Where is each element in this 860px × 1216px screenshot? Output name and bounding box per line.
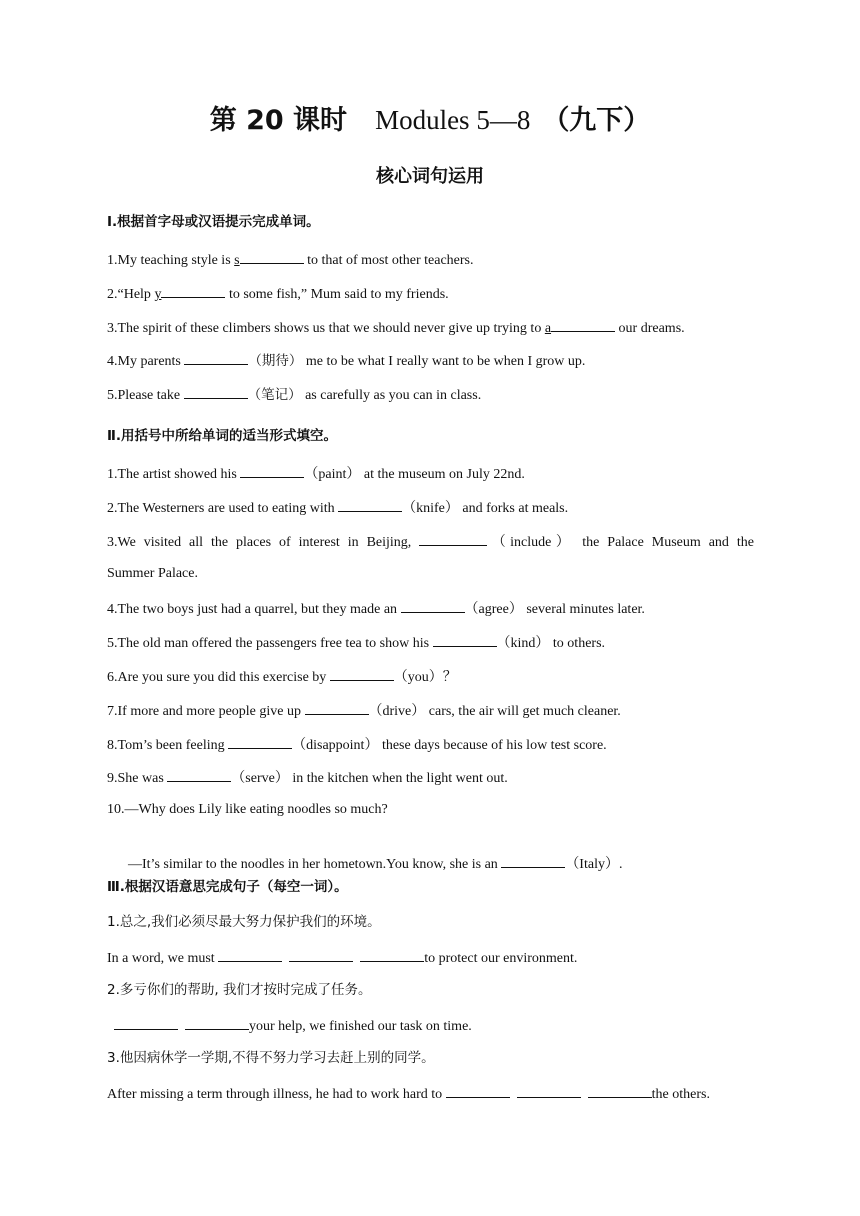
item-text: several minutes later. (522, 602, 645, 617)
section-2-item-3-cont: Summer Palace. (107, 566, 198, 581)
section-2-item-6 (107, 666, 457, 687)
item-text: In a word, we must (107, 951, 219, 966)
word-hint: （include） (487, 535, 575, 550)
answer-blank[interactable] (551, 317, 615, 332)
word-hint: （paint） (304, 467, 361, 482)
section-2-item-3 (107, 531, 754, 552)
section-3-item-1-chinese: 1.总之,我们必须尽最大努力保护我们的环境。 (107, 914, 381, 930)
title-modules: Modules 5—8 (375, 105, 531, 135)
answer-blank[interactable] (185, 1015, 249, 1030)
section-3-item-2-chinese: 2.多亏你们的帮助, 我们才按时完成了任务。 (107, 982, 372, 998)
item-text: 5.Please take (107, 388, 184, 403)
section-2-item-10: 10.—Why does Lily like eating noodles so much? (107, 802, 388, 817)
item-text: 4.My parents (107, 354, 185, 369)
page-subtitle: 核心词句运用 (376, 166, 484, 187)
answer-blank[interactable] (184, 384, 248, 399)
item-text: 8.Tom’s been feeling (107, 738, 229, 753)
item-text: your help, we finished our task on time. (249, 1019, 472, 1034)
item-text: to others. (549, 636, 606, 651)
item-text: 3.The spirit of these climbers shows us that we should never give up trying to (107, 321, 545, 336)
section-2-heading: Ⅱ.用括号中所给单词的适当形式填空。 (107, 428, 338, 444)
initial-letter: s (234, 253, 240, 268)
initial-letter: a (544, 321, 552, 336)
answer-blank[interactable] (161, 283, 225, 298)
answer-blank[interactable] (228, 734, 292, 749)
answer-blank[interactable] (305, 700, 369, 715)
item-text: these days because of his low test score. (378, 738, 607, 753)
section-1-item-2 (107, 283, 449, 304)
page-title (0, 98, 860, 137)
title-grade: （九下） (542, 105, 651, 136)
answer-blank[interactable] (419, 531, 487, 546)
section-3-heading: Ⅲ.根据汉语意思完成句子（每空一词）。 (107, 879, 348, 895)
item-text: . (618, 857, 623, 872)
word-hint: （Italy） (565, 857, 619, 872)
item-text: me to be what I really want to be when I grow up. (302, 354, 586, 369)
section-1-item-1 (107, 249, 474, 270)
item-text: our dreams. (615, 321, 685, 336)
answer-blank[interactable] (401, 598, 465, 613)
answer-blank[interactable] (338, 497, 402, 512)
section-3-item-3 (107, 1083, 710, 1104)
item-text: the Palace Museum and the (574, 535, 754, 550)
item-text: —It’s similar to the noodles in her hometown.You know, she is an (121, 857, 502, 872)
item-text: 5.The old man offered the passengers free tea to show his (107, 636, 433, 651)
section-1-item-4 (107, 350, 585, 371)
word-hint: （you） (393, 670, 443, 685)
word-hint: （agree） (464, 602, 523, 617)
section-1-item-3 (107, 317, 685, 338)
item-text: to some fish,” Mum said to my friends. (225, 287, 449, 302)
answer-blank[interactable] (446, 1083, 510, 1098)
item-text: to protect our environment. (424, 951, 578, 966)
item-text: 4.The two boys just had a quarrel, but they made an (107, 602, 401, 617)
answer-blank[interactable] (218, 947, 282, 962)
chinese-hint: （期待） (248, 353, 303, 368)
item-text: the others. (651, 1087, 710, 1102)
answer-blank[interactable] (240, 249, 304, 264)
chinese-hint: （笔记） (247, 387, 302, 402)
answer-blank[interactable] (184, 350, 248, 365)
section-2-item-8 (107, 734, 607, 755)
answer-blank[interactable] (330, 666, 394, 681)
item-text: in the kitchen when the light went out. (288, 771, 508, 786)
item-text: 1.My teaching style is (107, 253, 235, 268)
item-text: 2.“Help (107, 287, 155, 302)
answer-blank[interactable] (360, 947, 424, 962)
initial-letter: y (154, 287, 162, 302)
section-2-item-1 (107, 463, 525, 484)
answer-blank[interactable] (517, 1083, 581, 1098)
item-text: as carefully as you can in class. (301, 388, 482, 403)
section-2-item-5 (107, 632, 605, 653)
word-hint: （knife） (402, 501, 459, 516)
answer-blank[interactable] (167, 767, 231, 782)
item-text: 1.The artist showed his (107, 467, 241, 482)
section-2-item-9 (107, 767, 508, 788)
item-text: at the museum on July 22nd. (360, 467, 525, 482)
item-text: 6.Are you sure you did this exercise by (107, 670, 330, 685)
answer-blank[interactable] (114, 1015, 178, 1030)
word-hint: （disappoint） (292, 738, 379, 753)
answer-blank[interactable] (433, 632, 497, 647)
item-text: to that of most other teachers. (303, 253, 474, 268)
word-hint: （kind） (496, 636, 550, 651)
answer-blank[interactable] (240, 463, 304, 478)
section-1-heading: Ⅰ.根据首字母或汉语提示完成单词。 (107, 214, 320, 230)
item-text: ？ (442, 670, 457, 685)
answer-blank[interactable] (289, 947, 353, 962)
item-text: 9.She was (107, 771, 168, 786)
word-hint: （serve） (231, 771, 289, 786)
section-3-item-2 (107, 1015, 472, 1036)
item-text: and forks at meals. (458, 501, 569, 516)
item-text: cars, the air will get much cleaner. (425, 704, 621, 719)
answer-blank[interactable] (501, 853, 565, 868)
section-2-item-7 (107, 700, 621, 721)
title-lesson: 第 20 课时 (209, 105, 348, 136)
word-hint: （drive） (368, 704, 426, 719)
item-text: 3.We visited all the places of interest in Beijing, (107, 535, 420, 550)
section-3-item-1 (107, 947, 577, 968)
section-1-item-5 (107, 384, 481, 405)
item-text: 2.The Westerners are used to eating with (107, 501, 339, 516)
section-2-item-2 (107, 497, 568, 518)
section-3-item-3-chinese: 3.他因病休学一学期,不得不努力学习去赶上别的同学。 (107, 1050, 435, 1066)
section-2-item-4 (107, 598, 645, 619)
item-text: After missing a term through illness, he had to work hard to (107, 1087, 446, 1102)
answer-blank[interactable] (588, 1083, 652, 1098)
item-text: 7.If more and more people give up (107, 704, 305, 719)
